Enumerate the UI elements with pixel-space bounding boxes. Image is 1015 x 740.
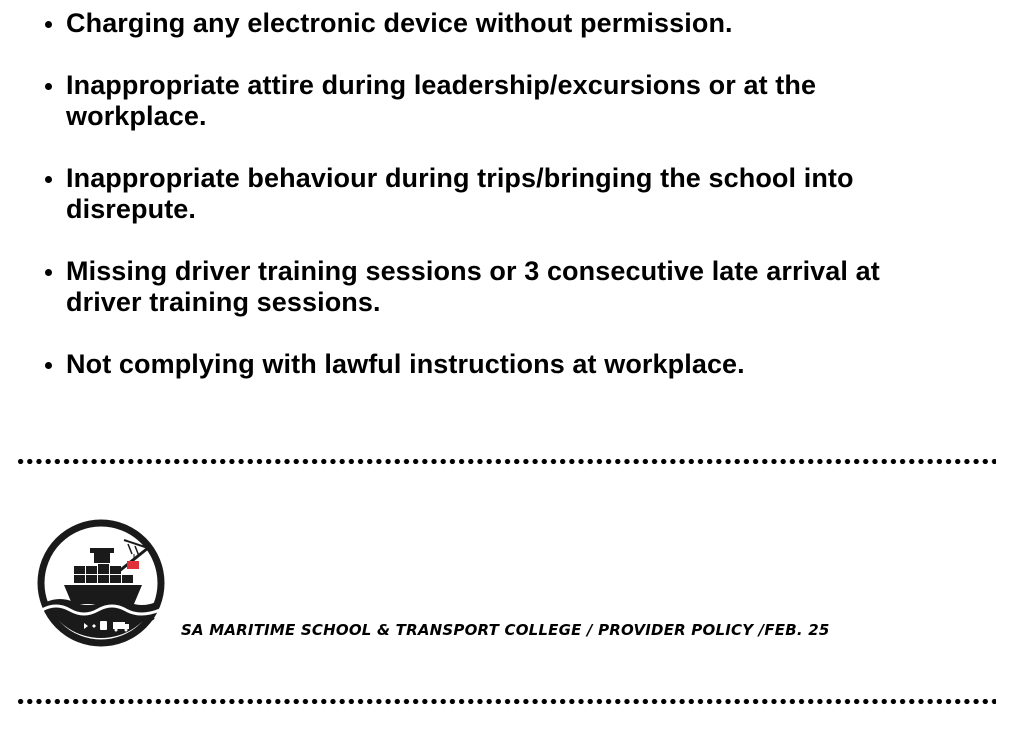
bullet-icon: [45, 83, 52, 90]
list-item: [40, 70, 960, 132]
rules-list: [40, 8, 960, 411]
list-item: [40, 256, 960, 318]
list-item: [40, 163, 960, 225]
bullet-icon: [45, 21, 52, 28]
list-item-text: Inappropriate attire during leadership/excursions or at the workplace.: [66, 70, 817, 131]
dotted-divider-bottom: [16, 698, 996, 705]
list-item-text: Inappropriate behaviour during trips/bringing the school into disrepute.: [66, 163, 854, 224]
list-item-text: Missing driver training sessions or 3 consecutive late arrival at driver training sessions.: [66, 256, 880, 317]
list-item-text: Not complying with lawful instructions at workplace.: [66, 349, 745, 379]
list-item: [40, 349, 960, 380]
bullet-icon: [45, 269, 52, 276]
list-item: [40, 8, 960, 39]
bullet-icon: [45, 176, 52, 183]
ship-logo-icon: [36, 518, 166, 648]
bullet-icon: [45, 362, 52, 369]
list-item-text: Charging any electronic device without permission.: [66, 8, 733, 38]
dotted-divider-top: [16, 458, 996, 465]
footer-policy-text: SA MARITIME SCHOOL & TRANSPORT COLLEGE / PROVIDER POLICY /FEB. 25: [181, 621, 830, 639]
